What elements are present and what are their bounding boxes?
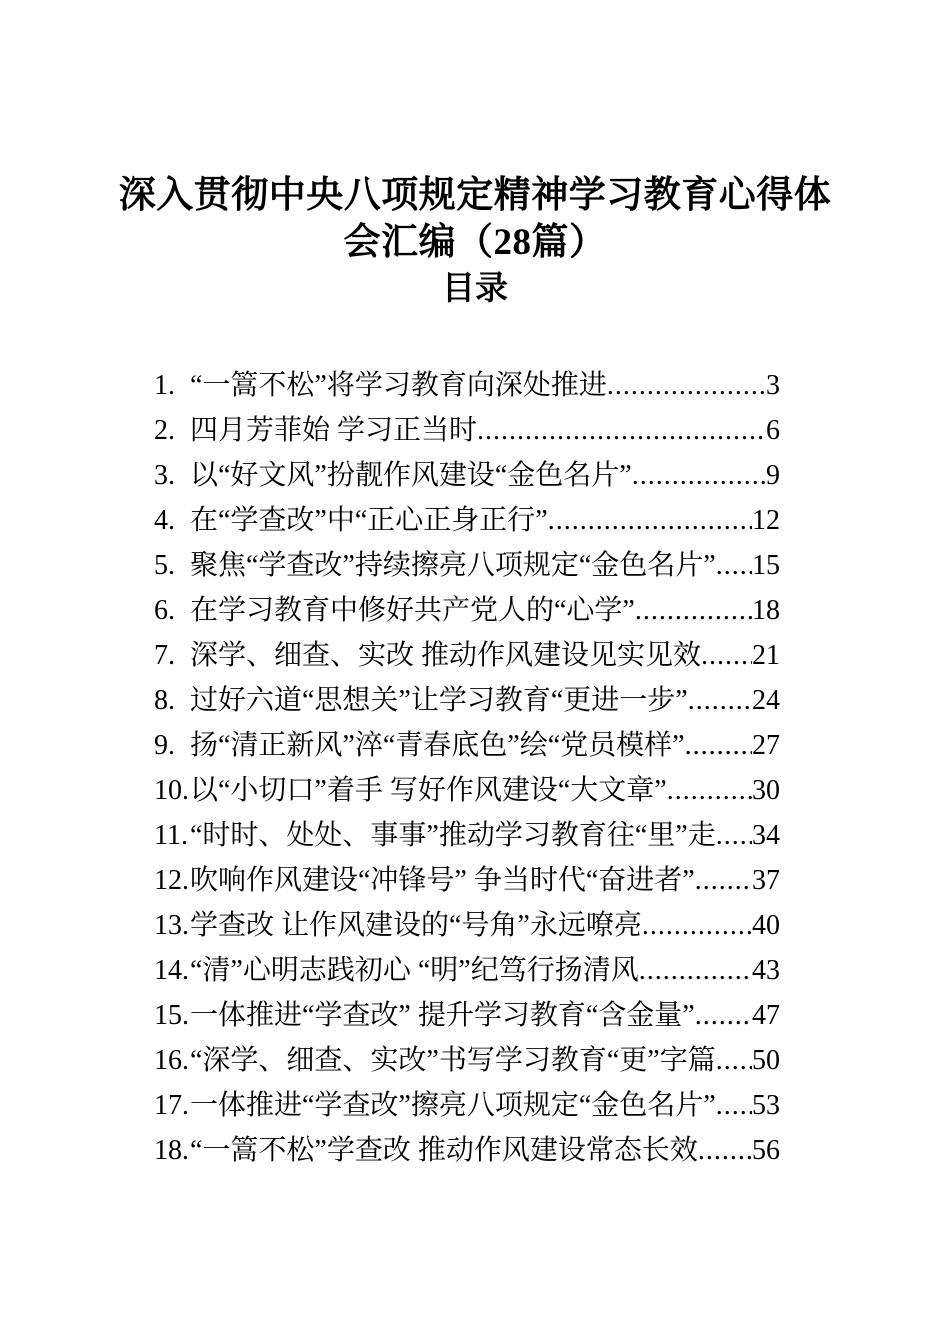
toc-item-number: 11. <box>154 820 188 851</box>
toc-item-number: 4. <box>154 505 175 536</box>
toc-item-dots <box>607 363 766 408</box>
toc-item-number: 10. <box>154 775 189 806</box>
toc-item-title: 学查改 让作风建设的“号角”永远嘹亮 <box>190 910 642 941</box>
toc-item-title: “一篙不松”学查改 推动作风建设常态长效 <box>190 1135 698 1166</box>
toc-item-number: 15. <box>154 1000 189 1031</box>
toc-item-page: 18 <box>752 595 780 626</box>
toc-item-page: 37 <box>752 865 780 896</box>
toc-item-number: 18. <box>154 1135 189 1166</box>
toc-item-page: 24 <box>752 685 780 716</box>
toc-item-dots <box>635 588 752 633</box>
toc-item[interactable] <box>154 408 780 453</box>
toc-item[interactable] <box>154 543 780 588</box>
toc-item-title: 扬“清正新风”淬“青春底色”绘“党员模样” <box>190 730 685 761</box>
toc-item[interactable] <box>154 768 780 813</box>
toc-item-dots <box>716 543 752 588</box>
toc-item-title: 以“小切口”着手 写好作风建设“大文章” <box>190 775 667 806</box>
toc-item[interactable] <box>154 858 780 903</box>
toc-item-dots <box>701 633 752 678</box>
toc-item-page: 34 <box>752 820 780 851</box>
toc-item[interactable] <box>154 948 780 993</box>
toc-item[interactable] <box>154 678 780 723</box>
toc-item[interactable] <box>154 723 780 768</box>
toc-item[interactable] <box>154 363 780 408</box>
toc-item-title: “一篙不松”将学习教育向深处推进 <box>190 370 607 401</box>
toc-item-number: 3. <box>154 460 175 491</box>
toc-item[interactable] <box>154 813 780 858</box>
toc-item-title: 以“好文风”扮靓作风建设“金色名片” <box>190 460 632 491</box>
toc-item-page: 40 <box>752 910 780 941</box>
toc-item-page: 12 <box>752 505 780 536</box>
toc-item[interactable] <box>154 1128 780 1173</box>
toc-item-page: 15 <box>752 550 780 581</box>
toc-item-title: 深学、细查、实改 推动作风建设见实见效 <box>190 640 702 671</box>
toc-item-page: 47 <box>752 1000 780 1031</box>
toc-item[interactable] <box>154 498 780 543</box>
toc-item-page: 27 <box>752 730 780 761</box>
toc-item-dots <box>642 903 752 948</box>
toc-item-number: 2. <box>154 415 175 446</box>
toc-item[interactable] <box>154 1083 780 1128</box>
toc-item-page: 43 <box>752 955 780 986</box>
toc-item[interactable] <box>154 903 780 948</box>
toc-item-dots <box>716 1038 752 1083</box>
toc-item[interactable] <box>154 1038 780 1083</box>
toc-item[interactable] <box>154 453 780 498</box>
toc-item-dots <box>667 768 752 813</box>
toc-item-dots <box>716 1083 752 1128</box>
toc-item-number: 8. <box>154 685 175 716</box>
toc-item[interactable] <box>154 993 780 1038</box>
toc-item-number: 6. <box>154 595 175 626</box>
toc-item-title: 在学习教育中修好共产党人的“心学” <box>190 595 635 626</box>
toc-item-page: 3 <box>766 370 780 401</box>
toc-item-dots <box>698 1128 752 1173</box>
toc-item-dots <box>688 678 752 723</box>
toc-item-dots <box>695 858 752 903</box>
toc-item-title: 在“学查改”中“正心正身正行” <box>190 505 548 536</box>
toc-item-dots <box>548 498 752 543</box>
toc-item-page: 56 <box>752 1135 780 1166</box>
toc-item-page: 9 <box>766 460 780 491</box>
toc-item-dots <box>695 993 752 1038</box>
toc-item-dots <box>477 408 766 453</box>
toc-item-number: 9. <box>154 730 175 761</box>
toc-item-title: “深学、细查、实改”书写学习教育“更”字篇 <box>190 1045 716 1076</box>
toc-list <box>154 363 780 1173</box>
toc-item-page: 53 <box>752 1090 780 1121</box>
toc-item-page: 21 <box>752 640 780 671</box>
toc-item-number: 5. <box>154 550 175 581</box>
toc-item-title: 一体推进“学查改” 提升学习教育“含金量” <box>190 1000 695 1031</box>
toc-item-number: 14. <box>154 955 189 986</box>
toc-item-title: 聚焦“学查改”持续擦亮八项规定“金色名片” <box>190 550 716 581</box>
toc-item-number: 17. <box>154 1090 189 1121</box>
toc-item[interactable] <box>154 633 780 678</box>
toc-item-title: 吹响作风建设“冲锋号” 争当时代“奋进者” <box>190 865 695 896</box>
toc-item[interactable] <box>154 588 780 633</box>
toc-item-number: 16. <box>154 1045 189 1076</box>
toc-item-dots <box>716 813 752 858</box>
toc-item-page: 30 <box>752 775 780 806</box>
toc-item-number: 12. <box>154 865 189 896</box>
toc-item-dots <box>639 948 752 993</box>
toc-item-dots <box>632 453 766 498</box>
toc-item-title: 一体推进“学查改”擦亮八项规定“金色名片” <box>190 1090 716 1121</box>
toc-item-number: 7. <box>154 640 175 671</box>
toc-item-page: 50 <box>752 1045 780 1076</box>
toc-item-title: 过好六道“思想关”让学习教育“更进一步” <box>190 685 688 716</box>
toc-item-title: “时时、处处、事事”推动学习教育往“里”走 <box>190 820 716 851</box>
toc-item-dots <box>685 723 752 768</box>
toc-item-number: 1. <box>154 370 175 401</box>
toc-item-title: “清”心明志践初心 “明”纪笃行扬清风 <box>190 955 639 986</box>
toc-item-page: 6 <box>766 415 780 446</box>
toc-item-number: 13. <box>154 910 189 941</box>
document-title: 深入贯彻中央八项规定精神学习教育心得体会汇编（28篇） <box>118 175 832 263</box>
toc-heading: 目录 <box>442 271 508 307</box>
toc-item-title: 四月芳菲始 学习正当时 <box>190 415 478 446</box>
